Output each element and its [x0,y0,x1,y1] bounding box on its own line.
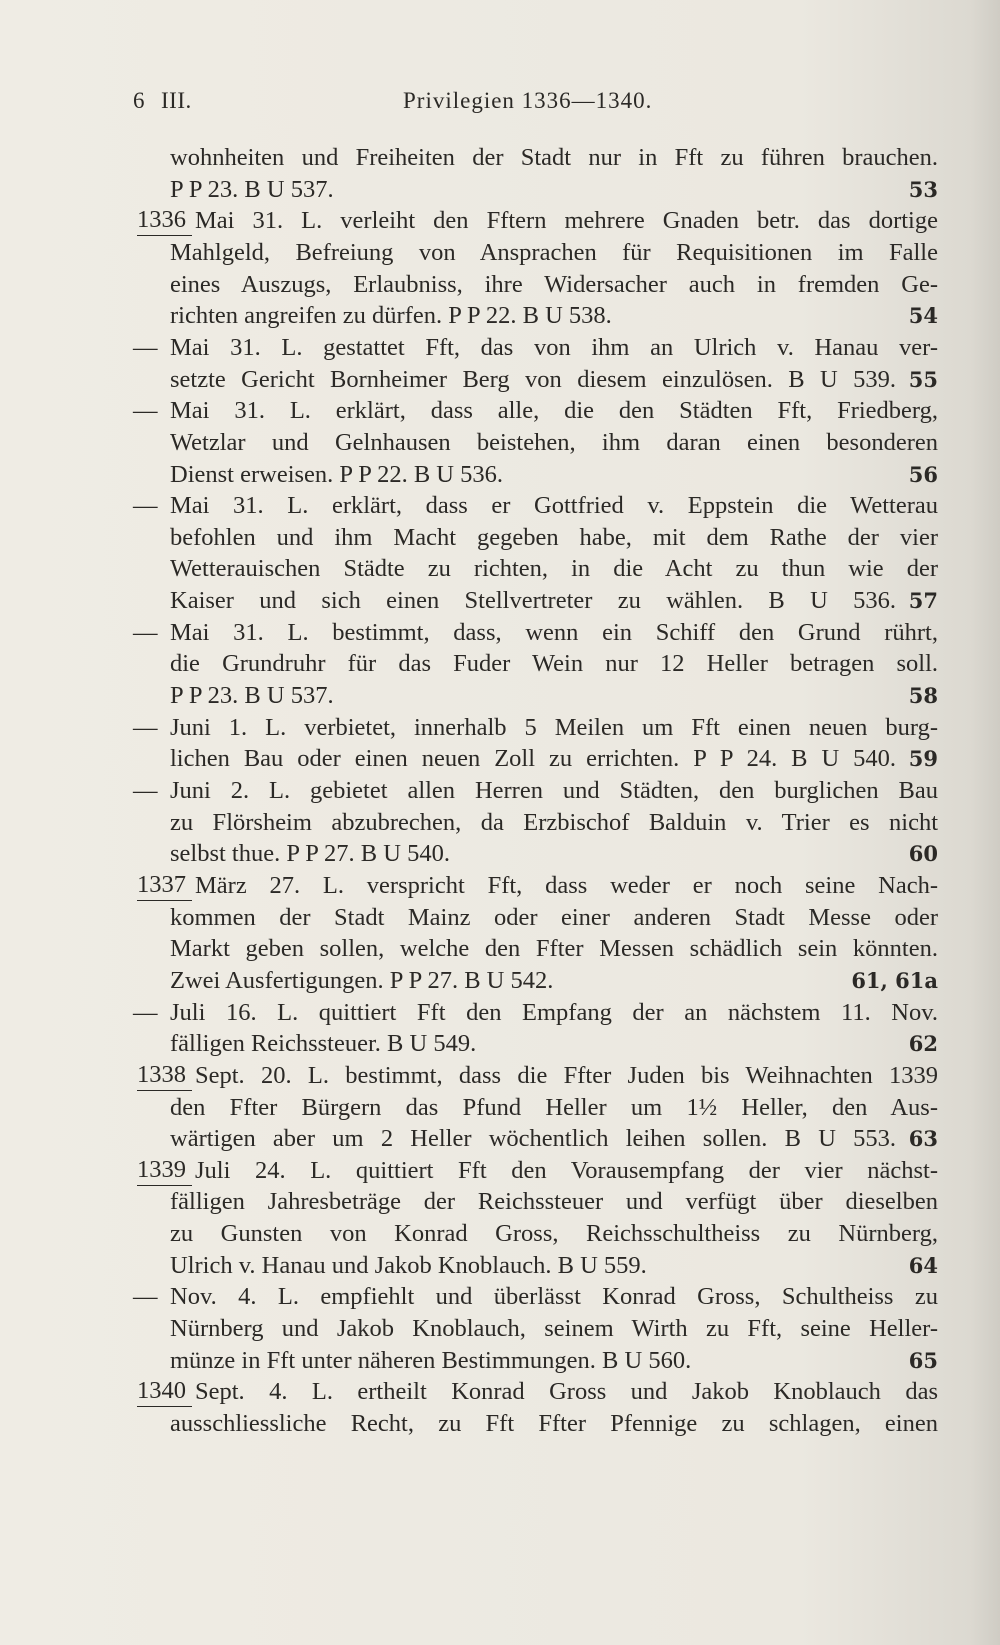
text-line [133,1155,938,1187]
line-text: eines Auszugs, Erlaubniss, ihre Widersacher auch in fremden Ge- [170,270,938,298]
text-line [133,522,938,554]
line-text: Mai 31. L. bestimmt, dass, wenn ein Schiff den Grund rührt, [170,618,938,646]
entry-dash: — [133,397,158,425]
line-text: Sept. 20. L. bestimmt, dass die Ffter Juden bis Weihnachten 1339 [195,1061,938,1089]
text-line [133,1218,938,1250]
entry-number: 61, 61a [851,967,938,993]
text-line [133,870,938,902]
text-line [133,933,938,965]
text-line [133,459,938,491]
section-number: III. [161,88,192,113]
text-line [133,965,938,997]
entry-number: 57 [908,588,938,614]
text-line [133,1123,938,1155]
entry-number: 53 [908,176,938,202]
line-text: wärtigen aber um 2 Heller wöchentlich leihen sollen. B U 553. [170,1125,896,1153]
text-line [133,395,938,427]
entry-dash: — [133,777,158,804]
line-text: Mai 31. L. gestattet Fft, das von ihm an Ulrich v. Hanau ver- [170,333,938,361]
entry-number: 59 [908,746,938,772]
line-text: P P 23. B U 537. [170,175,334,203]
entry-year: 1338 [137,1060,192,1091]
line-text: Wetterauischen Städte zu richten, in die Acht zu thun wie der [170,555,938,583]
line-text: Zwei Ausfertigungen. P P 27. B U 542. [170,966,554,994]
line-text: Kaiser und sich einen Stellvertreter zu wählen. B U 536. [170,587,896,615]
line-text: münze in Fft unter näheren Bestimmungen. B U 560. [170,1346,692,1374]
entry-number: 54 [908,303,938,329]
text-line [133,997,938,1029]
line-text: Mai 31. L. erklärt, dass alle, die den Städten Fft, Friedberg, [170,397,938,425]
line-text: Juli 24. L. quittiert Fft den Vorausempfang der vier nächst- [195,1156,938,1184]
text-line [133,269,938,301]
entry-number: 64 [908,1252,938,1278]
page-number: 6 [133,88,145,113]
text-line [133,838,938,870]
entry-number: 60 [908,841,938,867]
text-line [133,237,938,269]
entry-dash: — [133,492,158,520]
running-title: Privilegien 1336—1340. [403,88,653,113]
text-line [133,1028,938,1060]
text-line [133,1313,938,1345]
text-line [133,1345,938,1377]
line-text: fälligen Jahresbeträge der Reichssteuer und verfügt über dieselben [170,1188,938,1216]
entry-number: 63 [908,1126,938,1152]
line-text: Nov. 4. L. empfiehlt und überlässt Konrad Gross, Schultheiss zu [170,1283,938,1311]
text-line [133,1408,938,1440]
text-line [133,300,938,332]
line-text: befohlen und ihm Macht gegeben habe, mit dem Rathe der vier [170,523,938,551]
line-text: Juni 2. L. gebietet allen Herren und Städten, den burglichen Bau [170,777,938,804]
line-text: den Ffter Bürgern das Pfund Heller um 1½ Heller, den Aus- [170,1093,938,1121]
entry-year: 1339 [137,1155,192,1186]
entry-dash: — [133,998,158,1026]
entry-dash: — [133,333,158,361]
entry-number: 65 [908,1347,938,1373]
text-line [133,1376,938,1408]
text-line [133,332,938,364]
text-line [133,142,938,174]
text-line [133,1092,938,1124]
line-text: Ulrich v. Hanau und Jakob Knoblauch. B U 559. [170,1251,647,1279]
text-line [133,364,938,396]
text-line [133,1281,938,1313]
line-text: Juni 1. L. verbietet, innerhalb 5 Meilen um Fft einen neuen burg- [170,713,938,741]
line-text: selbst thue. P P 27. B U 540. [170,840,450,868]
text-line [133,1186,938,1218]
entry-number: 62 [908,1031,938,1057]
text-line [133,712,938,744]
text-line [133,205,938,237]
line-text: Dienst erweisen. P P 22. B U 536. [170,460,503,488]
line-text: Juli 16. L. quittiert Fft den Empfang der an nächstem 11. Nov. [170,998,938,1026]
entry-year: 1337 [137,870,192,901]
text-line [133,680,938,712]
text-line [133,902,938,934]
line-text: zu Flörsheim abzubrechen, da Erzbischof Balduin v. Trier es nicht [170,808,938,836]
entry-dash: — [133,713,158,741]
entry-dash: — [133,618,158,646]
text-line [133,648,938,680]
entry-number: 58 [908,683,938,709]
line-text: wohnheiten und Freiheiten der Stadt nur in Fft zu führen brauchen. [170,144,938,171]
entry-number: 55 [908,366,938,392]
line-text: die Grundruhr für das Fuder Wein nur 12 Heller betragen soll. [170,650,938,678]
text-line [133,1060,938,1092]
text-line [133,743,938,775]
text-line [133,1250,938,1282]
line-text: kommen der Stadt Mainz oder einer anderen Stadt Messe oder [170,903,938,931]
line-text: März 27. L. verspricht Fft, dass weder er noch seine Nach- [195,871,938,899]
entry-year: 1340 [137,1376,192,1407]
entry-dash: — [133,1283,158,1311]
entry-year: 1336 [137,205,192,236]
text-line [133,775,938,807]
line-text: Mai 31. L. erklärt, dass er Gottfried v. Eppstein die Wetterau [170,492,938,520]
line-text: Mahlgeld, Befreiung von Ansprachen für Requisitionen im Falle [170,238,938,266]
page-header [133,88,938,124]
line-text: ausschliessliche Recht, zu Fft Ffter Pfennige zu schlagen, einen [170,1410,938,1437]
text-line [133,617,938,649]
line-text: Wetzlar und Gelnhausen beistehen, ihm daran einen besonderen [170,428,938,456]
line-text: zu Gunsten von Konrad Gross, Reichsschultheiss zu Nürnberg, [170,1220,938,1248]
line-text: P P 23. B U 537. [170,682,334,710]
line-text: Nürnberg und Jakob Knoblauch, seinem Wirth zu Fft, seine Heller- [170,1315,938,1343]
entry-number: 56 [908,461,938,487]
text-line [133,490,938,522]
text-line [133,553,938,585]
line-text: Sept. 4. L. ertheilt Konrad Gross und Jakob Knoblauch das [195,1378,938,1406]
line-text: richten angreifen zu dürfen. P P 22. B U 538. [170,302,612,330]
line-text: lichen Bau oder einen neuen Zoll zu errichten. P P 24. B U 540. [170,745,896,773]
text-line [133,427,938,459]
line-text: fälligen Reichssteuer. B U 549. [170,1030,477,1058]
line-text: Mai 31. L. verleiht den Fftern mehrere Gnaden betr. das dortige [195,207,938,235]
text-line [133,174,938,206]
line-text: Markt geben sollen, welche den Ffter Messen schädlich sein könnten. [170,935,938,963]
text-line [133,807,938,839]
line-text: setzte Gericht Bornheimer Berg von diesem einzulösen. B U 539. [170,365,896,393]
text-line [133,585,938,617]
